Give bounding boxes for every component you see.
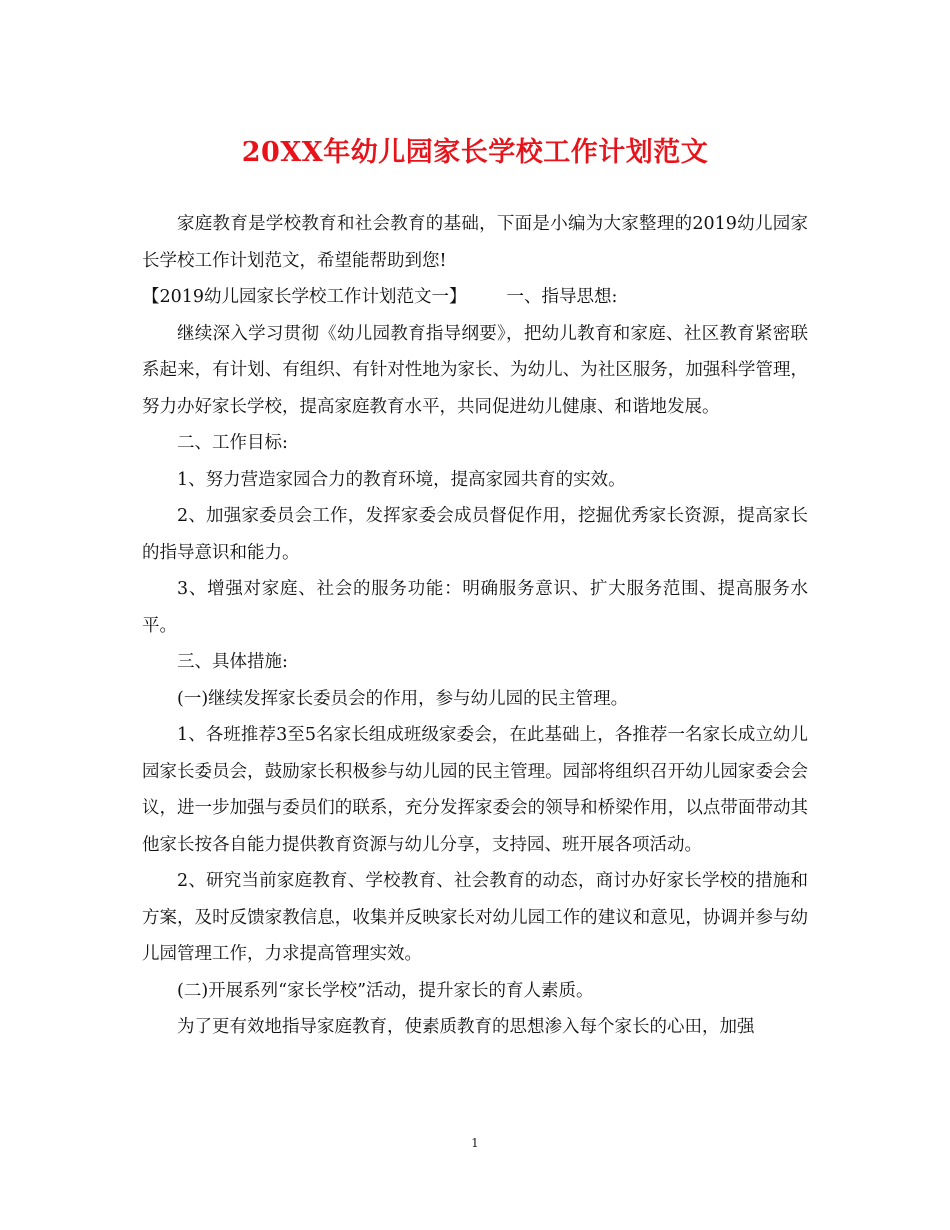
- measures-heading: 三、具体措施:: [177, 652, 288, 672]
- section-subheading: 一、指导思想:: [506, 287, 618, 307]
- goals-heading: 二、工作目标:: [177, 433, 288, 453]
- section-heading-line: [142, 279, 808, 316]
- document-body: [142, 206, 808, 1046]
- measure-item-1: 1、各班推荐3至5名家长组成班级家委会，在此基础上，各推荐一名家长成立幼儿园家长委员会，鼓励家长积极参与幼儿园的民主管理。园部将组织召开幼儿园家委会会议，进一步加强与委员们的联系，充分发挥家委会的领导和桥梁作用，以点带面带动其他家长按各自能力提供教育资源与幼儿分享，支持园、班开展各项活动。: [142, 725, 808, 855]
- section-heading-label: 【2019幼儿园家长学校工作计划范文一】: [142, 287, 467, 307]
- goal-item-1: 1、努力营造家园合力的教育环境，提高家园共育的实效。: [177, 469, 626, 490]
- document-title: 20XX年幼儿园家长学校工作计划范文: [241, 137, 709, 168]
- measure-subheading-2: (二)开展系列“家长学校”活动，提升家长的育人素质。: [177, 980, 594, 1001]
- page-number: 1: [471, 1136, 479, 1150]
- goal-item-2: 2、加强家委员会工作，发挥家委会成员督促作用，挖掘优秀家长资源，提高家长的指导意识和能力。: [142, 506, 808, 563]
- goal-item-3: 3、增强对家庭、社会的服务功能：明确服务意识、扩大服务范围、提高服务水平。: [142, 579, 808, 636]
- measure-item-2: 2、研究当前家庭教育、学校教育、社会教育的动态，商讨办好家长学校的措施和方案，及时反馈家教信息，收集并反映家长对幼儿园工作的建议和意见，协调并参与幼儿园管理工作，力求提高管理实效。: [142, 871, 808, 964]
- guiding-thought-paragraph: 继续深入学习贯彻《幼儿园教育指导纲要》，把幼儿教育和家庭、社区教育紧密联系起来，有计划、有组织、有针对性地为家长、为幼儿、为社区服务，加强科学管理，努力办好家长学校，提高家庭教育水平，共同促进幼儿健康、和谐地发展。: [142, 323, 808, 417]
- closing-paragraph: 为了更有效地指导家庭教育，使素质教育的思想渗入每个家长的心田，加强: [177, 1017, 755, 1037]
- measure-subheading-1: (一)继续发挥家长委员会的作用，参与幼儿园的民主管理。: [177, 688, 629, 709]
- intro-paragraph: 家庭教育是学校教育和社会教育的基础，下面是小编为大家整理的2019幼儿园家长学校工作计划范文，希望能帮助到您!: [142, 214, 808, 271]
